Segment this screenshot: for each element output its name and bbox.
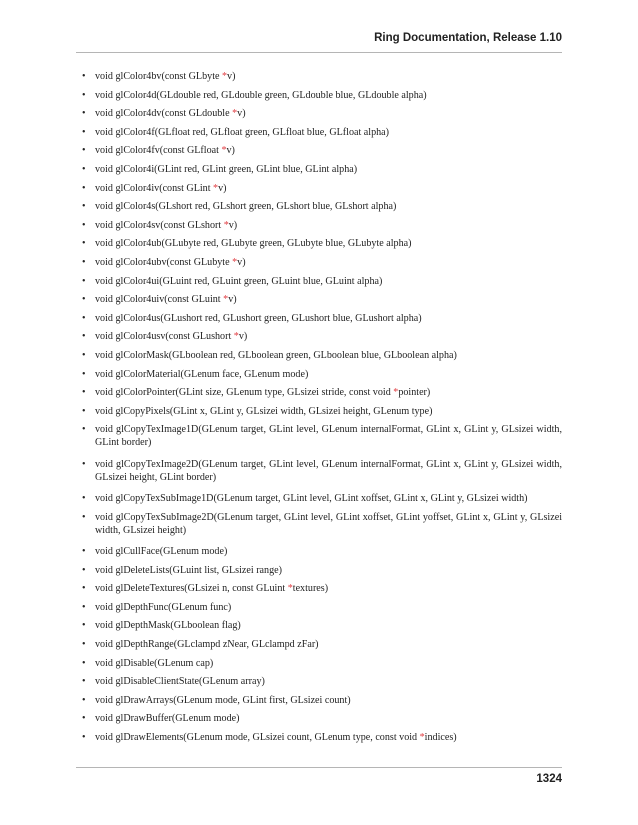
page-number: 1324 bbox=[536, 773, 562, 785]
function-signature-item bbox=[76, 275, 562, 288]
signature-text: void glDisable(GLenum cap) bbox=[95, 657, 214, 669]
pointer-asterisk: * bbox=[222, 71, 228, 82]
function-signature-item bbox=[76, 564, 562, 577]
signature-text-tail: indices) bbox=[424, 732, 457, 744]
function-signature-item bbox=[76, 219, 562, 232]
signature-text: void glColor4s(GLshort red, GLshort green, GLshort blue, GLshort alpha) bbox=[95, 201, 397, 213]
signature-text-tail: v) bbox=[238, 331, 248, 343]
signature-text: void glDrawBuffer(GLenum mode) bbox=[95, 713, 240, 725]
signature-text: void glDeleteTextures(GLsizei n, const GLuint bbox=[95, 583, 288, 595]
signature-text: void glCopyTexSubImage2D(GLenum target, GLint level, GLint xoffset, GLint yoffset, GLint x, GLint y, GLsizei width, GLsizei height) bbox=[95, 511, 562, 536]
function-signature-item bbox=[76, 694, 562, 707]
signature-text: void glColor4ui(GLuint red, GLuint green, GLuint blue, GLuint alpha) bbox=[95, 275, 383, 287]
pointer-asterisk: * bbox=[419, 732, 425, 744]
function-signature-item bbox=[76, 144, 562, 157]
page-header bbox=[76, 30, 562, 53]
pointer-asterisk: * bbox=[232, 108, 238, 120]
function-signature-item bbox=[76, 107, 562, 120]
pointer-asterisk: * bbox=[213, 182, 219, 194]
signature-text: void glColor4bv(const GLbyte bbox=[95, 71, 222, 82]
function-signature-item bbox=[76, 126, 562, 139]
signature-text-tail: pointer) bbox=[398, 387, 431, 399]
signature-text: void glCullFace(GLenum mode) bbox=[95, 546, 228, 558]
function-list bbox=[76, 70, 562, 744]
pointer-asterisk: * bbox=[223, 219, 229, 231]
signature-text: void glCopyPixels(GLint x, GLint y, GLsizei width, GLsizei height, GLenum type) bbox=[95, 405, 433, 417]
signature-text: void glColor4usv(const GLushort bbox=[95, 331, 234, 343]
pointer-asterisk: * bbox=[233, 331, 239, 343]
signature-text: void glDepthFunc(GLenum func) bbox=[95, 601, 232, 613]
signature-text: void glDepthRange(GLclampd zNear, GLclampd zFar) bbox=[95, 639, 319, 651]
function-signature-item bbox=[76, 349, 562, 362]
function-signature-item bbox=[76, 368, 562, 381]
function-signature-item bbox=[76, 163, 562, 176]
signature-text: void glColor4d(GLdouble red, GLdouble green, GLdouble blue, GLdouble alpha) bbox=[95, 89, 427, 101]
function-signature-item bbox=[76, 70, 562, 83]
signature-text-tail: v) bbox=[237, 256, 246, 268]
signature-text: void glColorMask(GLboolean red, GLboolean green, GLboolean blue, GLboolean alpha) bbox=[95, 349, 457, 361]
page-footer bbox=[76, 767, 562, 792]
signature-text: void glCopyTexSubImage1D(GLenum target, GLint level, GLint xoffset, GLint x, GLint y, GLsizei width) bbox=[95, 493, 528, 505]
signature-text-tail: v) bbox=[218, 182, 227, 194]
function-signature-item bbox=[76, 712, 562, 725]
signature-text-tail: v) bbox=[227, 71, 236, 82]
signature-text: void glColor4i(GLint red, GLint green, GLint blue, GLint alpha) bbox=[95, 163, 358, 175]
signature-text: void glDeleteLists(GLuint list, GLsizei range) bbox=[95, 564, 282, 576]
signature-text-tail: textures) bbox=[292, 583, 329, 595]
function-signature-item bbox=[76, 492, 562, 505]
function-signature-item bbox=[76, 200, 562, 213]
function-signature-item bbox=[76, 423, 562, 449]
pointer-asterisk: * bbox=[223, 294, 229, 306]
signature-text: void glCopyTexImage1D(GLenum target, GLint level, GLenum internalFormat, GLint x, GLint y, GLsizei width, GLint border) bbox=[95, 424, 562, 449]
document-title: Ring Documentation, Release 1.10 bbox=[374, 32, 562, 44]
function-signature-item bbox=[76, 657, 562, 670]
function-signature-item bbox=[76, 256, 562, 269]
function-signature-item bbox=[76, 545, 562, 558]
signature-text-tail: v) bbox=[226, 145, 235, 157]
function-signature-item bbox=[76, 675, 562, 688]
function-signature-item bbox=[76, 619, 562, 632]
signature-text-tail: v) bbox=[237, 108, 246, 120]
function-signature-item bbox=[76, 182, 562, 195]
function-signature-item bbox=[76, 89, 562, 102]
pointer-asterisk: * bbox=[393, 387, 399, 399]
signature-text: void glColorMaterial(GLenum face, GLenum mode) bbox=[95, 368, 309, 380]
signature-text: void glDrawArrays(GLenum mode, GLint first, GLsizei count) bbox=[95, 694, 351, 706]
signature-text: void glColor4uiv(const GLuint bbox=[95, 294, 224, 306]
function-signature-item bbox=[76, 601, 562, 614]
signature-text: void glColor4dv(const GLdouble bbox=[95, 108, 233, 120]
pointer-asterisk: * bbox=[232, 256, 238, 268]
function-signature-item bbox=[76, 582, 562, 595]
signature-text: void glColor4f(GLfloat red, GLfloat green, GLfloat blue, GLfloat alpha) bbox=[95, 126, 390, 138]
signature-text-tail: v) bbox=[228, 294, 237, 306]
function-signature-item bbox=[76, 293, 562, 306]
function-signature-item bbox=[76, 511, 562, 537]
pointer-asterisk: * bbox=[287, 583, 293, 595]
signature-text: void glCopyTexImage2D(GLenum target, GLint level, GLenum internalFormat, GLint x, GLint y, GLsizei width, GLsizei height, GLint border) bbox=[95, 458, 562, 483]
signature-text: void glColorPointer(GLint size, GLenum type, GLsizei stride, const void bbox=[95, 387, 394, 399]
function-signature-item bbox=[76, 638, 562, 651]
function-signature-item bbox=[76, 731, 562, 744]
function-signature-item bbox=[76, 312, 562, 325]
signature-text: void glColor4ub(GLubyte red, GLubyte green, GLubyte blue, GLubyte alpha) bbox=[95, 238, 412, 250]
signature-text: void glColor4fv(const GLfloat bbox=[95, 145, 222, 157]
signature-text: void glDrawElements(GLenum mode, GLsizei count, GLenum type, const void bbox=[95, 732, 420, 744]
function-signature-item bbox=[76, 405, 562, 418]
pointer-asterisk: * bbox=[221, 145, 227, 157]
signature-text-tail: v) bbox=[228, 219, 238, 231]
function-signature-item bbox=[76, 458, 562, 484]
signature-text: void glColor4iv(const GLint bbox=[95, 182, 214, 194]
function-signature-item bbox=[76, 237, 562, 250]
function-signature-item bbox=[76, 330, 562, 343]
signature-text: void glColor4sv(const GLshort bbox=[95, 219, 224, 231]
function-signature-item bbox=[76, 386, 562, 399]
signature-text: void glDepthMask(GLboolean flag) bbox=[95, 620, 241, 632]
signature-text: void glColor4us(GLushort red, GLushort green, GLushort blue, GLushort alpha) bbox=[95, 312, 422, 324]
function-list-section bbox=[76, 70, 562, 750]
signature-text: void glColor4ubv(const GLubyte bbox=[95, 256, 233, 268]
signature-text: void glDisableClientState(GLenum array) bbox=[95, 676, 265, 688]
